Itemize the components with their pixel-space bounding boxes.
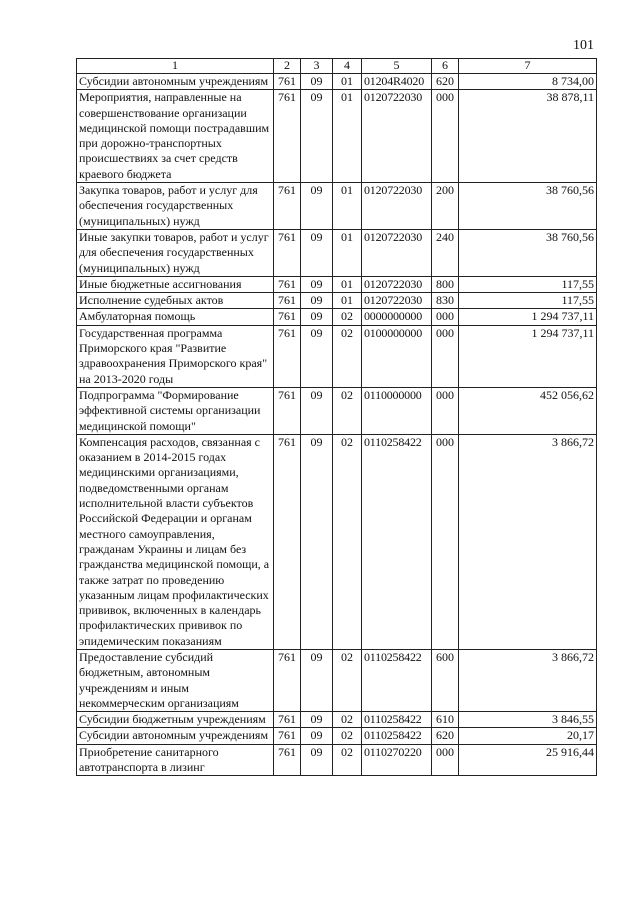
column-header: 3	[301, 59, 333, 74]
row-amount-cell: 8 734,00	[459, 74, 597, 90]
row-subsection-cell: 02	[333, 309, 362, 325]
row-expense-type-cell: 620	[432, 74, 459, 90]
row-name-cell: Компенсация расходов, связанная с оказанием в 2014-2015 годах медицинскими организациями, подведомственными органам исполнительной власти субъектов Российской Федерации и органам местного самоуправления, гражданам Украины и лицам без гражданства медицинской помощи, а также затрат по проведению указанным лицам профилактических прививок, включенных в календарь профилактических прививок по эпидемическим показаниям	[77, 434, 274, 649]
row-amount-cell: 3 846,55	[459, 712, 597, 728]
row-expense-type-cell: 200	[432, 183, 459, 230]
row-expense-type-cell: 620	[432, 728, 459, 744]
row-amount-cell: 452 056,62	[459, 387, 597, 434]
row-target-article-cell: 0110270220	[362, 744, 432, 776]
row-amount-cell: 3 866,72	[459, 649, 597, 711]
row-admin-code-cell: 761	[274, 229, 301, 276]
row-target-article-cell: 0110258422	[362, 728, 432, 744]
row-amount-cell: 38 760,56	[459, 229, 597, 276]
table-row	[77, 90, 597, 183]
row-section-cell: 09	[301, 434, 333, 649]
row-subsection-cell: 02	[333, 649, 362, 711]
row-admin-code-cell: 761	[274, 309, 301, 325]
row-admin-code-cell: 761	[274, 387, 301, 434]
row-name-cell: Подпрограмма "Формирование эффективной системы организации медицинской помощи"	[77, 387, 274, 434]
row-expense-type-cell: 000	[432, 309, 459, 325]
row-admin-code-cell: 761	[274, 183, 301, 230]
row-name-cell: Амбулаторная помощь	[77, 309, 274, 325]
row-amount-cell: 38 878,11	[459, 90, 597, 183]
table-row	[77, 74, 597, 90]
row-subsection-cell: 01	[333, 276, 362, 292]
row-admin-code-cell: 761	[274, 293, 301, 309]
row-subsection-cell: 01	[333, 229, 362, 276]
row-amount-cell: 117,55	[459, 293, 597, 309]
row-name-cell: Государственная программа Приморского края "Развитие здравоохранения Приморского края" на 2013-2020 годы	[77, 325, 274, 387]
row-subsection-cell: 01	[333, 90, 362, 183]
table-row	[77, 434, 597, 649]
row-expense-type-cell: 830	[432, 293, 459, 309]
row-admin-code-cell: 761	[274, 325, 301, 387]
row-subsection-cell: 02	[333, 728, 362, 744]
row-section-cell: 09	[301, 649, 333, 711]
row-expense-type-cell: 000	[432, 325, 459, 387]
row-section-cell: 09	[301, 712, 333, 728]
row-amount-cell: 117,55	[459, 276, 597, 292]
row-expense-type-cell: 000	[432, 744, 459, 776]
table-row	[77, 387, 597, 434]
row-section-cell: 09	[301, 74, 333, 90]
page-number: 101	[573, 38, 594, 53]
row-admin-code-cell: 761	[274, 744, 301, 776]
row-amount-cell: 20,17	[459, 728, 597, 744]
column-header: 4	[333, 59, 362, 74]
row-expense-type-cell: 610	[432, 712, 459, 728]
row-section-cell: 09	[301, 183, 333, 230]
row-subsection-cell: 02	[333, 387, 362, 434]
row-subsection-cell: 02	[333, 325, 362, 387]
row-name-cell: Субсидии автономным учреждениям	[77, 74, 274, 90]
table-row	[77, 183, 597, 230]
row-name-cell: Мероприятия, направленные на совершенствование организации медицинской помощи пострадавшим при дорожно-транспортных происшествиях за счет средств краевого бюджета	[77, 90, 274, 183]
row-admin-code-cell: 761	[274, 649, 301, 711]
row-amount-cell: 3 866,72	[459, 434, 597, 649]
row-name-cell: Субсидии автономным учреждениям	[77, 728, 274, 744]
row-expense-type-cell: 800	[432, 276, 459, 292]
row-target-article-cell: 0120722030	[362, 183, 432, 230]
column-header: 7	[459, 59, 597, 74]
table-row	[77, 712, 597, 728]
table-row	[77, 325, 597, 387]
row-subsection-cell: 02	[333, 744, 362, 776]
row-target-article-cell: 01204R4020	[362, 74, 432, 90]
row-target-article-cell: 0000000000	[362, 309, 432, 325]
row-admin-code-cell: 761	[274, 728, 301, 744]
header-row	[77, 59, 597, 74]
table-row	[77, 744, 597, 776]
row-section-cell: 09	[301, 276, 333, 292]
row-name-cell: Субсидии бюджетным учреждениям	[77, 712, 274, 728]
row-target-article-cell: 0120722030	[362, 293, 432, 309]
row-subsection-cell: 01	[333, 293, 362, 309]
column-header: 6	[432, 59, 459, 74]
row-admin-code-cell: 761	[274, 90, 301, 183]
row-subsection-cell: 01	[333, 74, 362, 90]
column-header: 5	[362, 59, 432, 74]
column-header: 2	[274, 59, 301, 74]
row-expense-type-cell: 000	[432, 434, 459, 649]
row-section-cell: 09	[301, 90, 333, 183]
row-amount-cell: 38 760,56	[459, 183, 597, 230]
row-section-cell: 09	[301, 744, 333, 776]
row-target-article-cell: 0110000000	[362, 387, 432, 434]
row-target-article-cell: 0120722030	[362, 276, 432, 292]
row-admin-code-cell: 761	[274, 712, 301, 728]
row-amount-cell: 1 294 737,11	[459, 309, 597, 325]
row-section-cell: 09	[301, 387, 333, 434]
row-section-cell: 09	[301, 309, 333, 325]
row-section-cell: 09	[301, 728, 333, 744]
row-subsection-cell: 02	[333, 434, 362, 649]
column-header: 1	[77, 59, 274, 74]
row-subsection-cell: 02	[333, 712, 362, 728]
table-row	[77, 293, 597, 309]
table-row	[77, 649, 597, 711]
row-name-cell: Приобретение санитарного автотранспорта в лизинг	[77, 744, 274, 776]
row-section-cell: 09	[301, 325, 333, 387]
row-admin-code-cell: 761	[274, 74, 301, 90]
row-target-article-cell: 0100000000	[362, 325, 432, 387]
table-row	[77, 309, 597, 325]
table-row	[77, 276, 597, 292]
row-target-article-cell: 0120722030	[362, 229, 432, 276]
row-target-article-cell: 0110258422	[362, 712, 432, 728]
row-subsection-cell: 01	[333, 183, 362, 230]
row-expense-type-cell: 600	[432, 649, 459, 711]
row-target-article-cell: 0110258422	[362, 434, 432, 649]
row-section-cell: 09	[301, 293, 333, 309]
row-expense-type-cell: 000	[432, 387, 459, 434]
row-expense-type-cell: 000	[432, 90, 459, 183]
budget-table	[76, 58, 597, 776]
table-row	[77, 229, 597, 276]
row-name-cell: Закупка товаров, работ и услуг для обеспечения государственных (муниципальных) нужд	[77, 183, 274, 230]
row-name-cell: Предоставление субсидий бюджетным, автономным учреждениям и иным некоммерческим организациям	[77, 649, 274, 711]
row-target-article-cell: 0110258422	[362, 649, 432, 711]
row-admin-code-cell: 761	[274, 434, 301, 649]
row-section-cell: 09	[301, 229, 333, 276]
row-target-article-cell: 0120722030	[362, 90, 432, 183]
table-row	[77, 728, 597, 744]
row-name-cell: Иные бюджетные ассигнования	[77, 276, 274, 292]
row-expense-type-cell: 240	[432, 229, 459, 276]
row-name-cell: Иные закупки товаров, работ и услуг для обеспечения государственных (муниципальных) нужд	[77, 229, 274, 276]
row-amount-cell: 1 294 737,11	[459, 325, 597, 387]
row-name-cell: Исполнение судебных актов	[77, 293, 274, 309]
row-amount-cell: 25 916,44	[459, 744, 597, 776]
row-admin-code-cell: 761	[274, 276, 301, 292]
